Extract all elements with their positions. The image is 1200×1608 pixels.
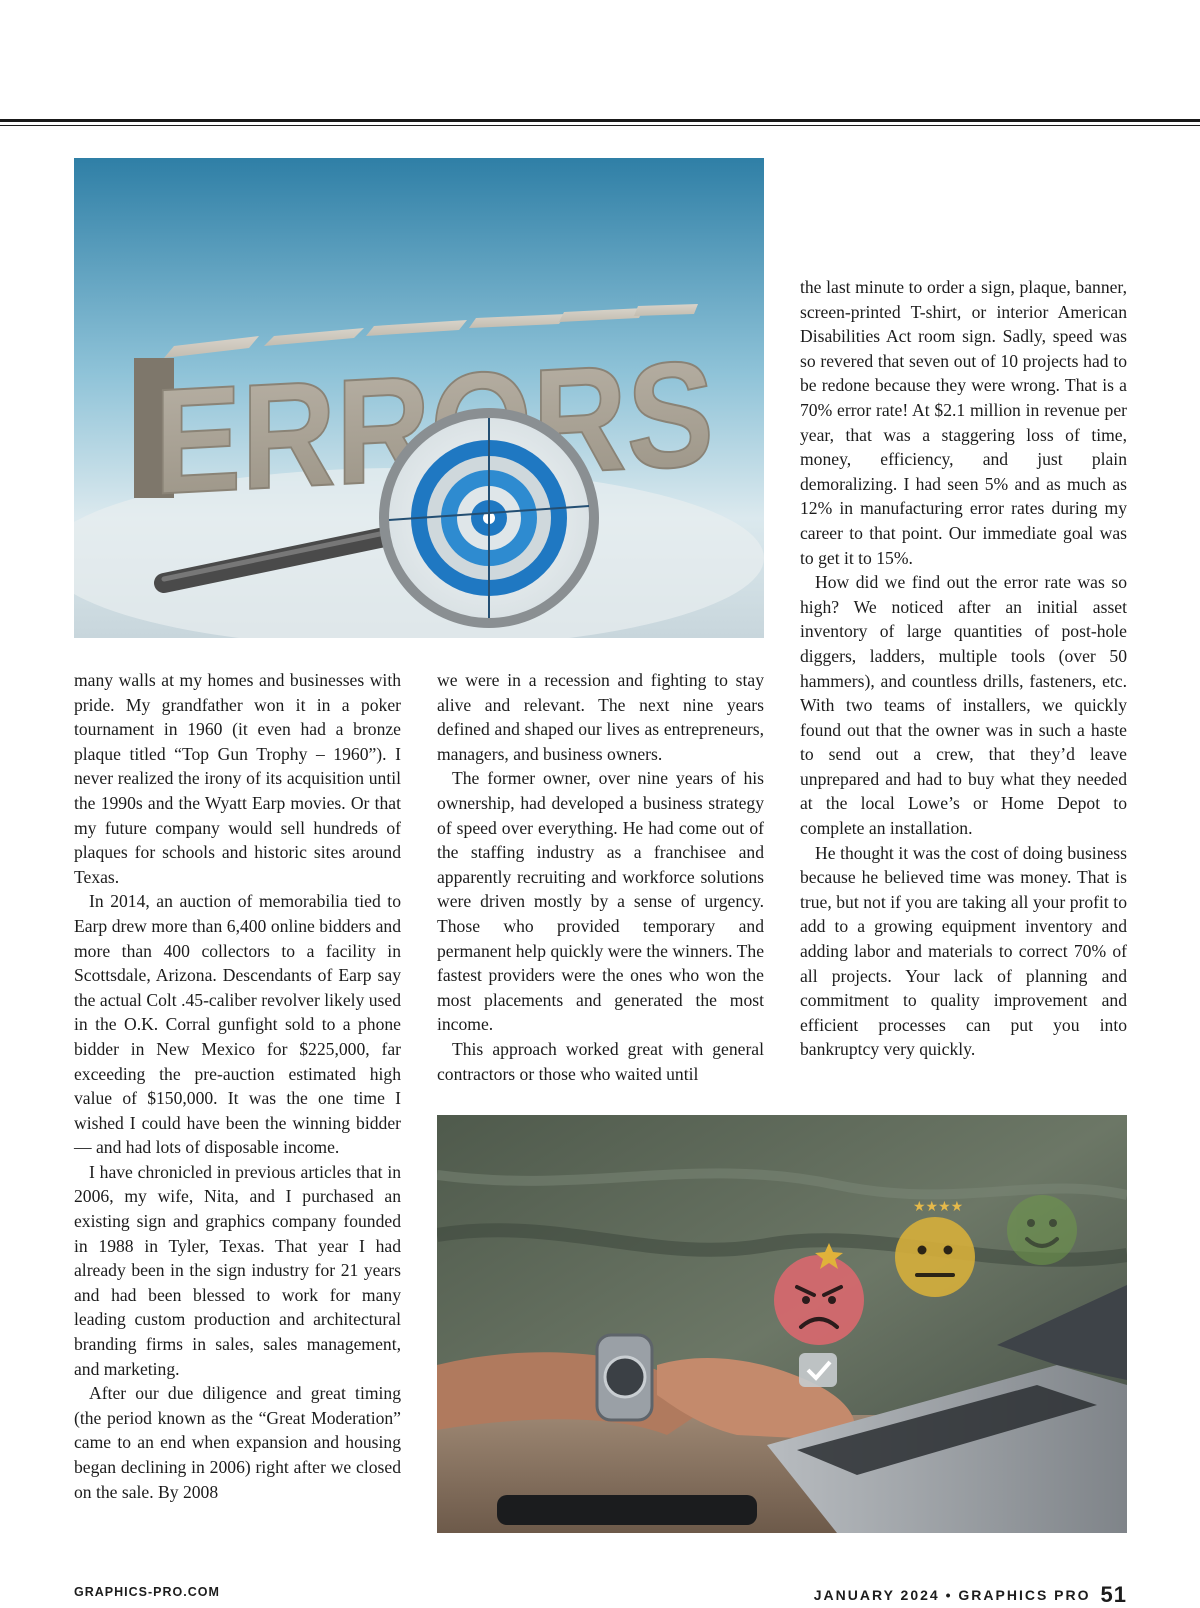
paragraph: many walls at my homes and businesses with pride. My grandfather won it in a poker tournament in 1960 (it even had a bronze plaque titled “Top Gun Trophy – 1960”). I never realized the irony of its acquisition until the 1990s and the Wyatt Earp movies. Or that my future company would sell hundreds of plaques for schools and historic sites around Texas. bbox=[74, 670, 401, 887]
header-rule-thin bbox=[0, 125, 1200, 126]
errors-photo bbox=[74, 158, 764, 638]
paragraph: After our due diligence and great timing (the period known as the “Great Moderation” came to an end when expansion and housing began declining in 2006) right after we closed on the sale. By 2008 bbox=[74, 1383, 401, 1502]
paragraph: He thought it was the cost of doing business because he believed time was money. That is true, but not if you are taking all your profit to add to a growing equipment inventory and adding labor and materials to correct 70% of all projects. Your lack of planning and commitment to quality improvement and efficient processes can put you into bankruptcy very quickly. bbox=[800, 842, 1127, 1060]
paragraph: The former owner, over nine years of his ownership, had developed a business strategy of speed over everything. He had come out of the staffing industry as a franchisee and apparently recruiting and workforce solutions were driven mostly by a sense of urgency. Those who provided temporary and permanent help quickly were the winners. The fastest providers were the ones who won the most placements and generated the most income. bbox=[437, 768, 764, 1035]
footer-issue bbox=[814, 1582, 1127, 1608]
paragraph: we were in a recession and fighting to stay alive and relevant. The next nine years defined and shaped our lives as entrepreneurs, managers, and business owners. bbox=[437, 670, 764, 764]
paragraph: This approach worked great with general contractors or those who waited until bbox=[437, 1038, 764, 1084]
paragraph: In 2014, an auction of memorabilia tied to Earp drew more than 6,400 online bidders and more than 400 collectors to a facility in Scottsdale, Arizona. Descendants of Earp say the actual Colt .45-caliber revolver likely used in the O.K. Corral gunfight sold to a phone bidder in New Mexico for $225,000, far exceeding the pre-auction estimated high value of $150,000. It was the one time I wished I could have been the winning bidder — and had lots of disposable income. bbox=[74, 891, 401, 1158]
footer-site: GRAPHICS-PRO.COM bbox=[74, 1585, 220, 1599]
article-column-1 bbox=[74, 668, 401, 1536]
svg-text:★★★★: ★★★★ bbox=[913, 1199, 964, 1215]
header-rule-thick bbox=[0, 119, 1200, 122]
paragraph: How did we find out the error rate was so high? We noticed after an initial asset inventory of large quantities of post-hole diggers, ladders, multiple tools (over 50 hammers), and countless drills, fasteners, etc. With two teams of installers, we quickly found out that the owner was in such a haste to send out a crew, that they’d leave unprepared and had to buy what they needed at the local Lowe’s or Home Depot to complete an installation. bbox=[800, 572, 1127, 839]
article-column-2 bbox=[437, 668, 764, 1098]
article-column-3 bbox=[800, 275, 1127, 1097]
paragraph: the last minute to order a sign, plaque, banner, screen-printed T-shirt, or interior American Disabilities Act room sign. Sadly, speed was so revered that seven out of 10 projects had to be redone because they were wrong. That is a 70% error rate! At $2.1 million in revenue per year, that was a staggering loss of time, money, efficiency, and just plain demoralizing. I had seen 5% and as much as 12% in manufacturing error rates during my career to that point. Our immediate goal was to get it to 15%. bbox=[800, 277, 1127, 568]
page-number: 51 bbox=[1100, 1582, 1127, 1607]
paragraph: I have chronicled in previous articles that in 2006, my wife, Nita, and I purchased an existing sign and graphics company founded in 1988 in Tyler, Texas. That year I had already been in the sign industry for 21 years and had been blessed to work for many leading custom production and architectural branding firms in sales, sales management, and marketing. bbox=[74, 1161, 401, 1379]
happy-face-icon bbox=[1007, 1195, 1077, 1265]
feedback-photo bbox=[437, 1115, 1127, 1533]
footer-issue-text: JANUARY 2024 • GRAPHICS PRO bbox=[813, 1587, 1091, 1603]
